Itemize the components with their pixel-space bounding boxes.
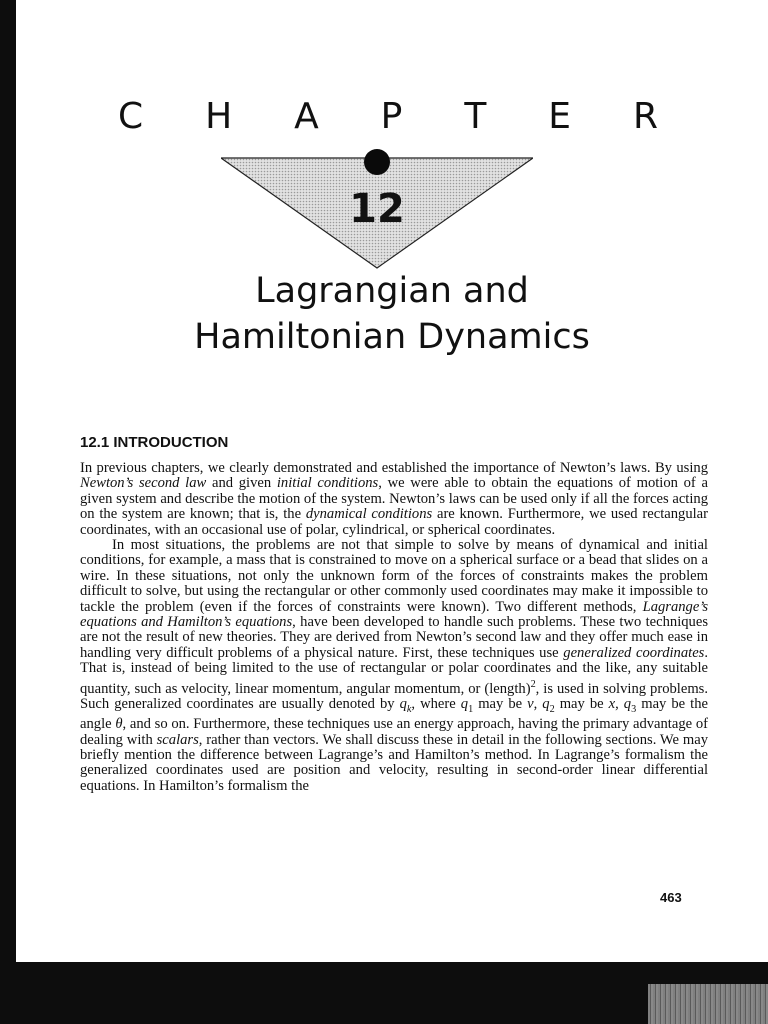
italic-run: q [623,695,632,712]
chapter-letter: T [464,96,487,137]
section-heading: 12.1 INTRODUCTION [80,434,229,451]
italic-run: q [542,695,550,712]
italic-run: θ [115,716,123,733]
text-run: may be [554,695,609,712]
text-run: , is used in solving problems. Such generalized coordinates are usually denoted by [80,680,708,712]
text-run: In previous chapters, we clearly demonstrated and established the importance of Newton’s laws. By using [80,460,708,476]
chapter-title [116,268,668,360]
text-run: , have been developed to handle such problems. These two techniques are not the result of new theories. They are derived from Newton’s second law and they offer much ease in handling very difficult problems of a physical nature. First, these techniques use [80,614,708,661]
chapter-letter: C [118,96,144,137]
paragraph [80,461,708,538]
text-run: , where [411,695,461,712]
text-run: , and so on. Furthermore, these techniques use an energy approach, having the primary advantage of dealing with [80,716,708,748]
text-run: may be the angle [80,695,708,733]
page-number: 463 [660,890,682,905]
chapter-title-line: Lagrangian and [255,271,529,311]
text-run: , [533,695,543,712]
italic-run: q [399,695,407,712]
chapter-number-emblem [221,140,533,272]
italic-run: generalized coordinates [563,644,705,661]
chapter-number: 12 [349,186,405,232]
italic-run: dynamical conditions [305,506,433,523]
text-run: , we were able to obtain the equations of motion of a given system and describe the motion of the system. Newton’s laws can be used only if all the forces acting on the system are known; that is, the [80,475,708,523]
text-run: are known. Furthermore, we used rectangular coordinates, with an occasional use of polar, cylindrical, or spherical coordinates. [80,506,709,538]
chapter-label [118,96,658,137]
superscript: 2 [530,678,536,690]
text-run: In most situations, the problems are not that simple to solve by means of dynamical and initial conditions, for example, a mass that is constrained to move on a spherical surface or a bead that slides on a wire. In these situations, not only the unknown form of the forces of constraints makes the problem difficult to solve, but using the rectangular or other commonly used coordinates may make it impossible to tackle the problem (even if the forces of constraints were known). Two different methods, [80,537,708,615]
chapter-letter: R [632,96,658,137]
italic-run: initial conditions [276,475,379,492]
text-run: and given [206,475,277,492]
italic-run: Lagrange’s equations and Hamilton’s equations [80,598,708,631]
text-run: , rather than vectors. We shall discuss these in detail in the following sections. We may briefly mention the difference between Lagrange’s and Hamilton’s method. In Lagrange’s formalism the generalized coordinates used are position and velocity, resulting in second-order linear differential equations. In Hamilton’s formalism the [80,731,708,794]
subscript: 2 [549,703,555,715]
text-run: , [615,695,624,712]
body-text [80,461,708,794]
dot-marker [364,149,390,175]
scan-left-edge [0,0,16,1024]
text-run: . That is, instead of being limited to the use of rectangular or polar coordinates and the like, any suitable quantity, such as velocity, linear momentum, angular momentum, or (length) [80,644,709,697]
subscript: k [406,703,412,715]
chapter-letter: H [205,96,233,137]
paragraph [80,538,708,794]
italic-run: x [608,695,616,712]
chapter-letter: P [380,96,403,137]
chapter-title-line: Hamiltonian Dynamics [194,317,590,357]
subscript: 3 [631,703,637,715]
italic-run: scalars [156,731,199,748]
chapter-letter: E [548,96,572,137]
text-run: may be [473,695,528,712]
italic-run: v [527,695,534,712]
italic-run: Newton’s second law [80,475,207,492]
italic-run: q [460,695,469,712]
scan-noise [648,984,768,1024]
chapter-letter: A [294,96,319,137]
subscript: 1 [468,703,474,715]
book-page [16,0,768,962]
